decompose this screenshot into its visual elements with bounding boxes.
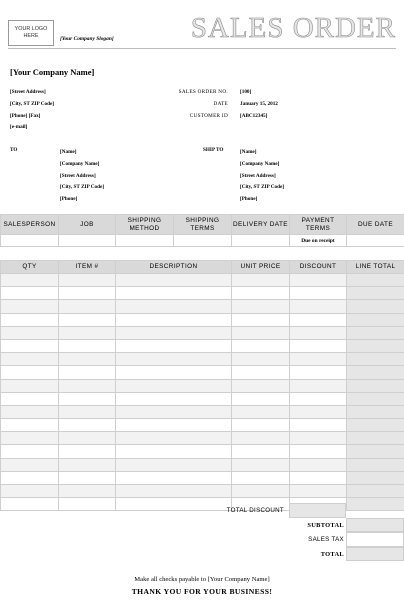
- table-cell[interactable]: [116, 339, 232, 352]
- ship-to-line[interactable]: [Street Address]: [240, 172, 276, 179]
- order-meta-labels: [160, 87, 228, 122]
- table-cell[interactable]: [290, 392, 347, 405]
- table-cell[interactable]: [59, 274, 116, 287]
- table-row: [1, 485, 404, 498]
- col-qty: QTY: [1, 261, 59, 274]
- table-cell[interactable]: [116, 432, 232, 445]
- table-cell[interactable]: [116, 326, 232, 339]
- to-line[interactable]: [Name]: [60, 149, 77, 155]
- table-cell[interactable]: [174, 235, 232, 247]
- ship-to-label: SHIP TO: [203, 147, 224, 153]
- table-cell[interactable]: [1, 458, 59, 471]
- table-cell[interactable]: [59, 458, 116, 471]
- table-cell[interactable]: [232, 274, 290, 287]
- address-line: [City, ST ZIP Code]: [10, 100, 55, 107]
- table-cell[interactable]: [1, 379, 59, 392]
- table-cell[interactable]: [232, 405, 290, 418]
- table-cell[interactable]: [1, 405, 59, 418]
- sales-tax-row: [0, 532, 404, 547]
- table-cell[interactable]: [1, 274, 59, 287]
- table-cell[interactable]: [232, 339, 290, 352]
- to-label: TO: [10, 147, 18, 153]
- table-row: [1, 274, 404, 287]
- table-row: [1, 353, 404, 366]
- table-cell[interactable]: [116, 419, 232, 432]
- total-discount-row: [0, 503, 404, 518]
- to-address-block: [60, 147, 104, 206]
- col-shipping-method: SHIPPING METHOD: [116, 215, 174, 235]
- table-cell[interactable]: [290, 432, 347, 445]
- table-cell[interactable]: [290, 313, 347, 326]
- terms-row: [1, 235, 404, 247]
- table-row: [1, 445, 404, 458]
- table-cell[interactable]: [59, 366, 116, 379]
- ship-to-line[interactable]: [Phone]: [240, 196, 258, 203]
- table-cell[interactable]: [232, 419, 290, 432]
- table-cell[interactable]: [347, 235, 404, 247]
- table-cell[interactable]: [347, 432, 404, 445]
- table-cell[interactable]: [116, 392, 232, 405]
- table-cell[interactable]: [1, 471, 59, 484]
- table-cell[interactable]: [347, 313, 404, 326]
- table-cell[interactable]: [59, 339, 116, 352]
- table-cell[interactable]: [232, 458, 290, 471]
- table-cell[interactable]: [1, 419, 59, 432]
- table-cell[interactable]: [116, 485, 232, 498]
- table-row: [1, 471, 404, 484]
- table-cell[interactable]: [116, 379, 232, 392]
- table-cell[interactable]: [347, 326, 404, 339]
- table-cell[interactable]: [232, 392, 290, 405]
- table-cell[interactable]: [116, 353, 232, 366]
- col-delivery-date: DELIVERY DATE: [232, 215, 290, 235]
- total-label: TOTAL: [320, 550, 344, 558]
- subtotal-value[interactable]: [346, 518, 404, 533]
- table-cell[interactable]: [232, 326, 290, 339]
- col-shipping-terms: SHIPPING TERMS: [174, 215, 232, 235]
- table-cell[interactable]: [116, 300, 232, 313]
- table-cell[interactable]: [232, 445, 290, 458]
- col-unit-price: UNIT PRICE: [232, 261, 290, 274]
- table-cell[interactable]: [232, 300, 290, 313]
- table-cell[interactable]: [290, 485, 347, 498]
- header-divider: [8, 48, 396, 49]
- meta-label: DATE: [213, 100, 228, 107]
- sales-tax-label: SALES TAX: [308, 536, 344, 543]
- to-line[interactable]: [Phone]: [60, 196, 78, 203]
- table-cell[interactable]: [59, 235, 116, 247]
- table-cell[interactable]: [290, 458, 347, 471]
- table-cell[interactable]: [347, 419, 404, 432]
- table-cell[interactable]: [290, 379, 347, 392]
- table-cell[interactable]: [116, 405, 232, 418]
- total-value[interactable]: [346, 547, 404, 562]
- table-cell[interactable]: [59, 287, 116, 300]
- table-cell[interactable]: [347, 366, 404, 379]
- col-due-date: DUE DATE: [347, 215, 404, 235]
- table-cell[interactable]: [116, 287, 232, 300]
- meta-label: CUSTOMER ID: [189, 112, 228, 119]
- total-discount-value[interactable]: [289, 503, 346, 518]
- table-cell[interactable]: [347, 274, 404, 287]
- document-title: SALES ORDER: [190, 12, 396, 44]
- table-cell[interactable]: [290, 300, 347, 313]
- table-cell[interactable]: [59, 419, 116, 432]
- table-cell[interactable]: [116, 235, 174, 247]
- table-cell[interactable]: [1, 287, 59, 300]
- table-cell[interactable]: [116, 274, 232, 287]
- to-line[interactable]: [Company Name]: [60, 160, 100, 167]
- subtotal-label: SUBTOTAL: [307, 521, 344, 529]
- table-cell[interactable]: [347, 353, 404, 366]
- totals-section: [0, 503, 404, 561]
- table-cell[interactable]: [347, 471, 404, 484]
- table-cell[interactable]: [347, 379, 404, 392]
- col-description: DESCRIPTION: [116, 261, 232, 274]
- table-cell[interactable]: [59, 405, 116, 418]
- table-cell[interactable]: [59, 313, 116, 326]
- logo-placeholder: YOUR LOGO HERE: [8, 20, 54, 46]
- col-item-number: ITEM #: [59, 261, 116, 274]
- company-slogan: [Your Company Slogan]: [60, 36, 114, 42]
- table-cell[interactable]: [1, 353, 59, 366]
- table-cell[interactable]: [1, 300, 59, 313]
- table-cell[interactable]: [290, 445, 347, 458]
- table-row: [1, 458, 404, 471]
- table-cell[interactable]: [347, 485, 404, 498]
- order-meta-values: [240, 87, 278, 122]
- table-row: [1, 339, 404, 352]
- table-cell[interactable]: [59, 445, 116, 458]
- col-job: JOB: [59, 215, 116, 235]
- table-cell[interactable]: [232, 485, 290, 498]
- table-cell[interactable]: [116, 366, 232, 379]
- table-cell[interactable]: [347, 445, 404, 458]
- table-cell[interactable]: [290, 274, 347, 287]
- table-cell[interactable]: [116, 445, 232, 458]
- table-cell[interactable]: [59, 471, 116, 484]
- table-cell[interactable]: [1, 432, 59, 445]
- table-cell[interactable]: [290, 366, 347, 379]
- table-cell[interactable]: [232, 353, 290, 366]
- table-row: [1, 419, 404, 432]
- table-cell[interactable]: [1, 445, 59, 458]
- terms-table: [0, 214, 404, 247]
- table-cell[interactable]: [290, 339, 347, 352]
- table-cell[interactable]: [1, 339, 59, 352]
- table-cell[interactable]: [232, 471, 290, 484]
- table-row: [1, 379, 404, 392]
- table-cell[interactable]: [347, 339, 404, 352]
- table-cell[interactable]: [347, 458, 404, 471]
- table-cell[interactable]: [347, 287, 404, 300]
- table-cell[interactable]: [59, 392, 116, 405]
- table-row: [1, 432, 404, 445]
- table-cell[interactable]: [1, 392, 59, 405]
- subtotal-row: [0, 518, 404, 533]
- ship-to-line[interactable]: [Name]: [240, 149, 257, 155]
- address-line: [e-mail]: [10, 124, 28, 131]
- customer-id[interactable]: [ABC12345]: [240, 112, 268, 119]
- to-line[interactable]: [City, ST ZIP Code]: [60, 184, 105, 191]
- thank-you-note: THANK YOU FOR YOUR BUSINESS!: [131, 587, 273, 596]
- table-cell[interactable]: [116, 313, 232, 326]
- table-cell[interactable]: [59, 485, 116, 498]
- items-table: [0, 260, 404, 511]
- table-cell[interactable]: [232, 366, 290, 379]
- table-cell[interactable]: [232, 287, 290, 300]
- col-salesperson: SALESPERSON: [1, 215, 59, 235]
- table-cell[interactable]: [232, 432, 290, 445]
- table-cell[interactable]: [1, 235, 59, 247]
- total-discount-label: TOTAL DISCOUNT: [226, 507, 284, 514]
- table-cell[interactable]: [59, 300, 116, 313]
- address-line: [Street Address]: [10, 89, 46, 95]
- table-cell[interactable]: [290, 353, 347, 366]
- checks-payable-note: Make all checks payable to [Your Company Name]: [134, 576, 270, 583]
- ship-to-address-block: [240, 147, 284, 206]
- address-line: [Phone] [Fax]: [10, 112, 41, 119]
- table-cell[interactable]: [1, 326, 59, 339]
- table-row: [1, 392, 404, 405]
- table-cell[interactable]: [1, 366, 59, 379]
- table-row: [1, 326, 404, 339]
- table-cell[interactable]: [290, 287, 347, 300]
- table-cell[interactable]: [232, 235, 290, 247]
- table-cell[interactable]: [290, 471, 347, 484]
- company-name: [Your Company Name]: [10, 67, 95, 77]
- sales-tax-value[interactable]: [346, 532, 404, 547]
- company-address: [10, 87, 54, 134]
- ship-to-line[interactable]: [City, ST ZIP Code]: [240, 184, 285, 191]
- table-row: [1, 313, 404, 326]
- table-cell[interactable]: [347, 300, 404, 313]
- to-line[interactable]: [Street Address]: [60, 172, 96, 179]
- table-cell[interactable]: [290, 405, 347, 418]
- table-row: [1, 405, 404, 418]
- table-cell[interactable]: [116, 471, 232, 484]
- table-cell[interactable]: [290, 419, 347, 432]
- total-row: [0, 547, 404, 562]
- table-cell[interactable]: [347, 405, 404, 418]
- col-line-total: LINE TOTAL: [347, 261, 404, 274]
- table-row: [1, 366, 404, 379]
- col-payment-terms: PAYMENT TERMS: [290, 215, 347, 235]
- table-cell[interactable]: [232, 313, 290, 326]
- table-cell[interactable]: [59, 353, 116, 366]
- table-cell[interactable]: [290, 326, 347, 339]
- table-cell[interactable]: [59, 432, 116, 445]
- table-cell[interactable]: [59, 326, 116, 339]
- table-cell[interactable]: [59, 379, 116, 392]
- ship-to-line[interactable]: [Company Name]: [240, 160, 280, 167]
- meta-label: SALES ORDER NO.: [178, 89, 228, 95]
- order-number[interactable]: [100]: [240, 89, 252, 95]
- table-cell[interactable]: [1, 485, 59, 498]
- col-discount: DISCOUNT: [290, 261, 347, 274]
- table-cell[interactable]: [1, 313, 59, 326]
- table-row: [1, 300, 404, 313]
- table-cell[interactable]: [116, 458, 232, 471]
- order-date[interactable]: January 15, 2012: [240, 100, 278, 107]
- table-cell[interactable]: [232, 379, 290, 392]
- payment-terms-cell[interactable]: Due on receipt: [290, 235, 347, 247]
- table-row: [1, 287, 404, 300]
- table-cell[interactable]: [347, 392, 404, 405]
